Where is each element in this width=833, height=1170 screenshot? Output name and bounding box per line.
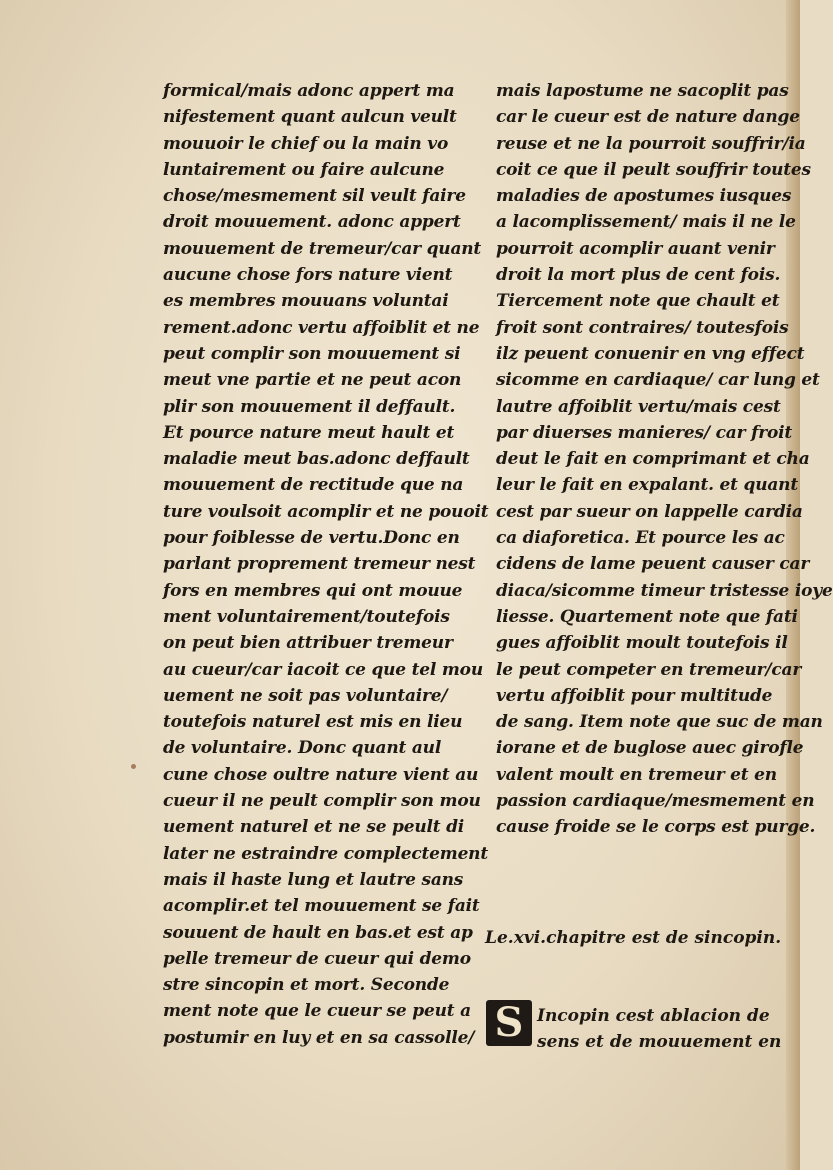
text-line: de voluntaire. Donc quant aul [163,738,442,759]
text-line: au cueur/car iacoit ce que tel mou [163,659,483,680]
text-line: cause froide se le corps est purge. [496,817,816,838]
text-line: maladie meut bas.adonc deffault [163,449,470,470]
text-line: mais il haste lung et lautre sans [163,869,464,890]
text-line: de sang. Item note que suc de man [496,712,823,733]
text-line: luntairement ou faire aulcune [163,159,445,180]
text-line: le peut competer en tremeur/car [496,659,802,680]
text-line: on peut bien attribuer tremeur [163,633,453,654]
text-line: droit mouuement. adonc appert [163,212,461,233]
text-line: acomplir.et tel mouuement se fait [163,896,480,917]
text-line: meut vne partie et ne peut acon [163,370,462,391]
chapter-opening-text [537,1003,797,1055]
right-text-column [496,78,833,841]
text-line: Tiercement note que chault et [496,291,780,312]
text-line: cidens de lame peuent causer car [496,554,810,575]
text-line: rement.adonc vertu affoiblit et ne [163,317,480,338]
text-line: peut complir son mouuement si [163,343,461,364]
text-line: sicomme en cardiaque/ car lung et [496,370,820,391]
text-line: souuent de hault en bas.et est ap [163,922,473,943]
decorated-initial: S [486,1000,532,1046]
text-line: uement naturel et ne se peult di [163,817,465,838]
ink-spot [131,764,136,769]
text-line: leur le fait en expalant. et quant [496,475,798,496]
text-line: Incopin cest ablacion de [537,1006,770,1026]
text-line: aucune chose fors nature vient [163,265,453,286]
text-line: ca diaforetica. Et pource les ac [496,528,785,549]
text-line: car le cueur est de nature dange [496,107,800,128]
text-line: pourroit acomplir auant venir [496,238,775,259]
text-line: cest par sueur on lappelle cardia [496,501,803,522]
text-line: nifestement quant aulcun veult [163,107,457,128]
text-line: toutefois naturel est mis en lieu [163,712,463,733]
text-line: cune chose oultre nature vient au [163,764,479,785]
text-line: uement ne soit pas voluntaire/ [163,685,448,706]
text-line: fors en membres qui ont mouue [163,580,463,601]
text-line: iorane et de buglose auec girofle [496,738,804,759]
text-line: pour foiblesse de vertu.Donc en [163,528,460,549]
text-line: cueur il ne peult complir son mou [163,791,481,812]
left-text-column [163,78,489,1051]
text-line: diaca/sicomme timeur tristesse ioye [496,580,833,601]
text-line: Et pource nature meut hault et [163,422,455,443]
text-line: ment voluntairement/toutefois [163,606,450,627]
text-line: postumir en luy et en sa cassolle/ [163,1027,475,1048]
text-line: chose/mesmement sil veult faire [163,186,466,207]
text-line: mouuoir le chief ou la main vo [163,133,449,154]
text-line: passion cardiaque/mesmement en [496,791,815,812]
text-line: formical/mais adonc appert ma [163,81,455,101]
text-line: vertu affoiblit pour multitude [496,685,773,706]
text-line: plir son mouuement il deffault. [163,396,456,417]
text-line: es membres mouuans voluntai [163,291,449,312]
text-line: stre sincopin et mort. Seconde [163,975,450,996]
text-line: mais lapostume ne sacoplit pas [496,81,789,101]
text-line: reuse et ne la pourroit souffrir/ia [496,133,806,154]
text-line: later ne estraindre complectement [163,843,488,864]
text-line: ture voulsoit acomplir et ne pouoit [163,501,489,522]
text-line: mouuement de rectitude que na [163,475,464,496]
text-line: parlant proprement tremeur nest [163,554,476,575]
text-line: lautre affoiblit vertu/mais cest [496,396,781,417]
text-line: par diuerses manieres/ car froit [496,422,792,443]
text-line: a lacomplissement/ mais il ne le [496,212,796,233]
text-line: ment note que le cueur se peut a [163,1001,471,1022]
text-line: coit ce que il peult souffrir toutes [496,159,811,180]
text-line: liesse. Quartement note que fati [496,606,798,627]
text-line: droit la mort plus de cent fois. [496,265,781,286]
text-line: sens et de mouuement en [537,1032,782,1052]
text-line: ilz peuent conuenir en vng effect [496,343,805,364]
text-line: pelle tremeur de cueur qui demo [163,948,471,969]
text-line: froit sont contraires/ toutesfois [496,317,789,338]
text-line: deut le fait en comprimant et cha [496,449,810,470]
text-line: valent moult en tremeur et en [496,764,777,785]
text-line: maladies de apostumes iusques [496,186,792,207]
chapter-heading: Le.xvi.chapitre est de sincopin. [485,928,782,948]
text-line: gues affoiblit moult toutefois il [496,633,788,654]
text-line: mouuement de tremeur/car quant [163,238,482,259]
